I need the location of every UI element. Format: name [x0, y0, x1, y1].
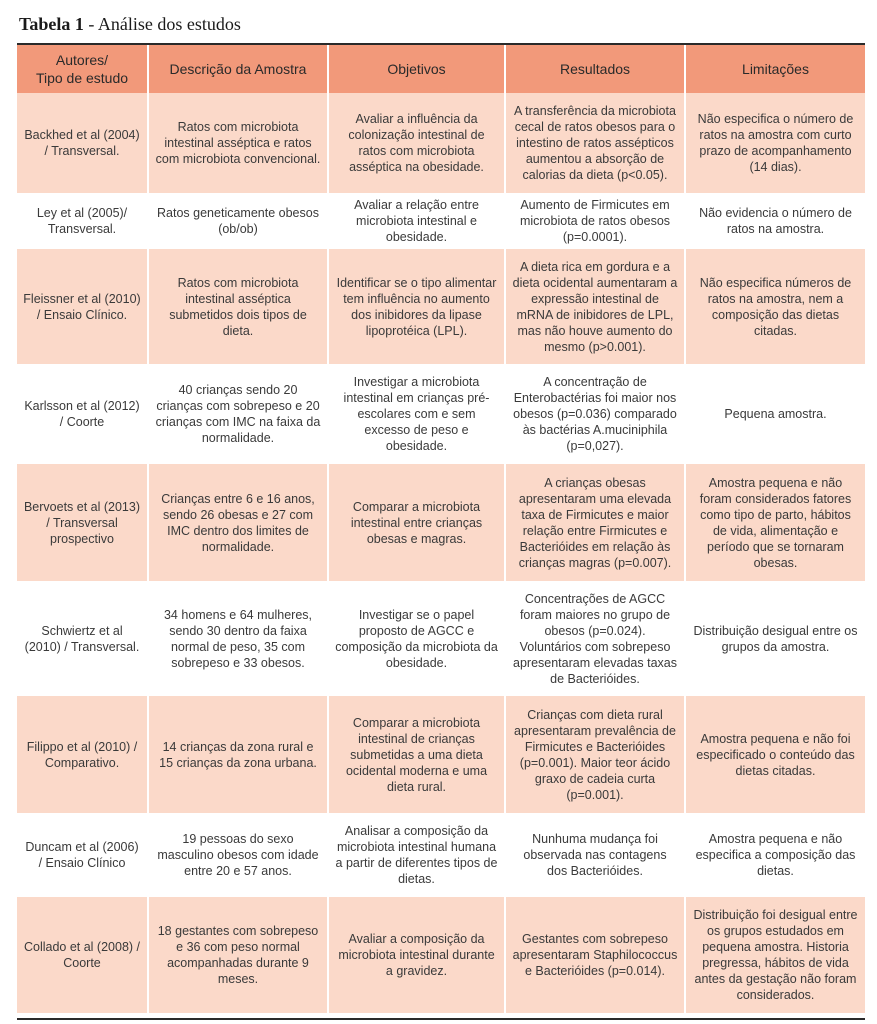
cell-results: Gestantes com sobrepeso apresentaram Staphilococcus e Bacterióides (p=0.014).	[505, 896, 685, 1014]
cell-objective: Avaliar a relação entre microbiota intestinal e obesidade.	[328, 194, 505, 248]
cell-sample: 19 pessoas do sexo masculino obesos com idade entre 20 e 57 anos.	[148, 814, 328, 896]
table-row	[17, 463, 865, 582]
cell-results: A concentração de Enterobactérias foi maior nos obesos (p=0.036) comparado às bactérias A.muciniphila (p=0,027).	[505, 365, 685, 463]
cell-sample: Crianças entre 6 e 16 anos, sendo 26 obesas e 27 com IMC dentro dos limites de normalidade.	[148, 463, 328, 582]
cell-limitations: Amostra pequena e não foram considerados fatores como tipo de parto, hábitos de vida, alimentação e período que se tornaram obesas.	[685, 463, 865, 582]
header-sample: Descrição da Amostra	[148, 45, 328, 93]
cell-objective: Analisar a composição da microbiota intestinal humana a partir de diferentes tipos de dietas.	[328, 814, 505, 896]
table-row	[17, 93, 865, 194]
cell-objective: Identificar se o tipo alimentar tem influência no aumento dos inibidores da lipase lipoprotéica (LPL).	[328, 248, 505, 365]
cell-sample: 34 homens e 64 mulheres, sendo 30 dentro da faixa normal de peso, 35 com sobrepeso e 33 obesos.	[148, 582, 328, 695]
cell-results: Nunhuma mudança foi observada nas contagens dos Bacterióides.	[505, 814, 685, 896]
cell-limitations: Não evidencia o número de ratos na amostra.	[685, 194, 865, 248]
cell-authors: Collado et al (2008) / Coorte	[17, 896, 148, 1014]
cell-authors: Duncam et al (2006) / Ensaio Clínico	[17, 814, 148, 896]
cell-limitations: Não especifica o número de ratos na amostra com curto prazo de acompanhamento (14 dias).	[685, 93, 865, 194]
header-results: Resultados	[505, 45, 685, 93]
header-limitations: Limitações	[685, 45, 865, 93]
cell-objective: Investigar se o papel proposto de AGCC e composição da microbiota da obesidade.	[328, 582, 505, 695]
table-row	[17, 896, 865, 1014]
cell-results: A dieta rica em gordura e a dieta ocidental aumentaram a expressão intestinal de mRNA de inibidores de LPL, mas não houve aumento do mesmo (p>0.001).	[505, 248, 685, 365]
cell-sample: Ratos com microbiota intestinal asséptica e ratos com microbiota convencional.	[148, 93, 328, 194]
cell-sample: 14 crianças da zona rural e 15 crianças da zona urbana.	[148, 695, 328, 814]
cell-objective: Investigar a microbiota intestinal em crianças pré-escolares com e sem excesso de peso e obesidade.	[328, 365, 505, 463]
cell-limitations: Pequena amostra.	[685, 365, 865, 463]
cell-limitations: Não especifica números de ratos na amostra, nem a composição das dietas citadas.	[685, 248, 865, 365]
table-row	[17, 814, 865, 896]
cell-sample: 40 crianças sendo 20 crianças com sobrepeso e 20 crianças com IMC na faixa da normalidade.	[148, 365, 328, 463]
cell-objective: Avaliar a influência da colonização intestinal de ratos com microbiota asséptica na obesidade.	[328, 93, 505, 194]
cell-results: A crianças obesas apresentaram uma elevada taxa de Firmicutes e maior relação entre Firmicutes e Bacterióides em relação às crianças magras (p=0.007).	[505, 463, 685, 582]
table-row	[17, 695, 865, 814]
cell-objective: Avaliar a composição da microbiota intestinal durante a gravidez.	[328, 896, 505, 1014]
studies-table	[17, 45, 865, 1015]
cell-authors: Backhed et al (2004) / Transversal.	[17, 93, 148, 194]
table-row	[17, 582, 865, 695]
table-row	[17, 365, 865, 463]
cell-authors: Ley et al (2005)/ Transversal.	[17, 194, 148, 248]
table-title-prefix: Tabela 1	[19, 14, 84, 34]
table-title-text: - Análise dos estudos	[83, 14, 241, 34]
header-objectives: Objetivos	[328, 45, 505, 93]
cell-objective: Comparar a microbiota intestinal entre crianças obesas e magras.	[328, 463, 505, 582]
header-authors: Autores/ Tipo de estudo	[17, 45, 148, 93]
cell-authors: Karlsson et al (2012) / Coorte	[17, 365, 148, 463]
cell-authors: Filippo et al (2010) / Comparativo.	[17, 695, 148, 814]
cell-results: Crianças com dieta rural apresentaram prevalência de Firmicutes e Bacterióides (p=0.001). Maior teor ácido graxo de cadeia curta (p=0.001).	[505, 695, 685, 814]
header-row	[17, 45, 865, 93]
cell-authors: Bervoets et al (2013) / Transversal prospectivo	[17, 463, 148, 582]
cell-limitations: Distribuição foi desigual entre os grupos estudados em pequena amostra. Historia pregressa, hábitos de vida antes da gestação não foram considerados.	[685, 896, 865, 1014]
cell-authors: Fleissner et al (2010) / Ensaio Clínico.	[17, 248, 148, 365]
bottom-rule	[17, 1018, 865, 1020]
cell-sample: 18 gestantes com sobrepeso e 36 com peso normal acompanhadas durante 9 meses.	[148, 896, 328, 1014]
cell-sample: Ratos geneticamente obesos (ob/ob)	[148, 194, 328, 248]
table-row	[17, 194, 865, 248]
cell-limitations: Amostra pequena e não foi especificado o conteúdo das dietas citadas.	[685, 695, 865, 814]
cell-results: Aumento de Firmicutes em microbiota de ratos obesos (p=0.0001).	[505, 194, 685, 248]
cell-authors: Schwiertz et al (2010) / Transversal.	[17, 582, 148, 695]
cell-limitations: Amostra pequena e não especifica a composição das dietas.	[685, 814, 865, 896]
table-row	[17, 248, 865, 365]
table-title	[19, 14, 241, 35]
cell-objective: Comparar a microbiota intestinal de crianças submetidas a uma dieta ocidental moderna e uma dieta rural.	[328, 695, 505, 814]
cell-sample: Ratos com microbiota intestinal asséptica submetidos dois tipos de dieta.	[148, 248, 328, 365]
cell-limitations: Distribuição desigual entre os grupos da amostra.	[685, 582, 865, 695]
cell-results: A transferência da microbiota cecal de ratos obesos para o intestino de ratos assépticos aumentou a absorção de calorias da dieta (p<0.05).	[505, 93, 685, 194]
cell-results: Concentrações de AGCC foram maiores no grupo de obesos (p=0.024). Voluntários com sobrepeso apresentaram elevadas taxas de Bacterióides.	[505, 582, 685, 695]
